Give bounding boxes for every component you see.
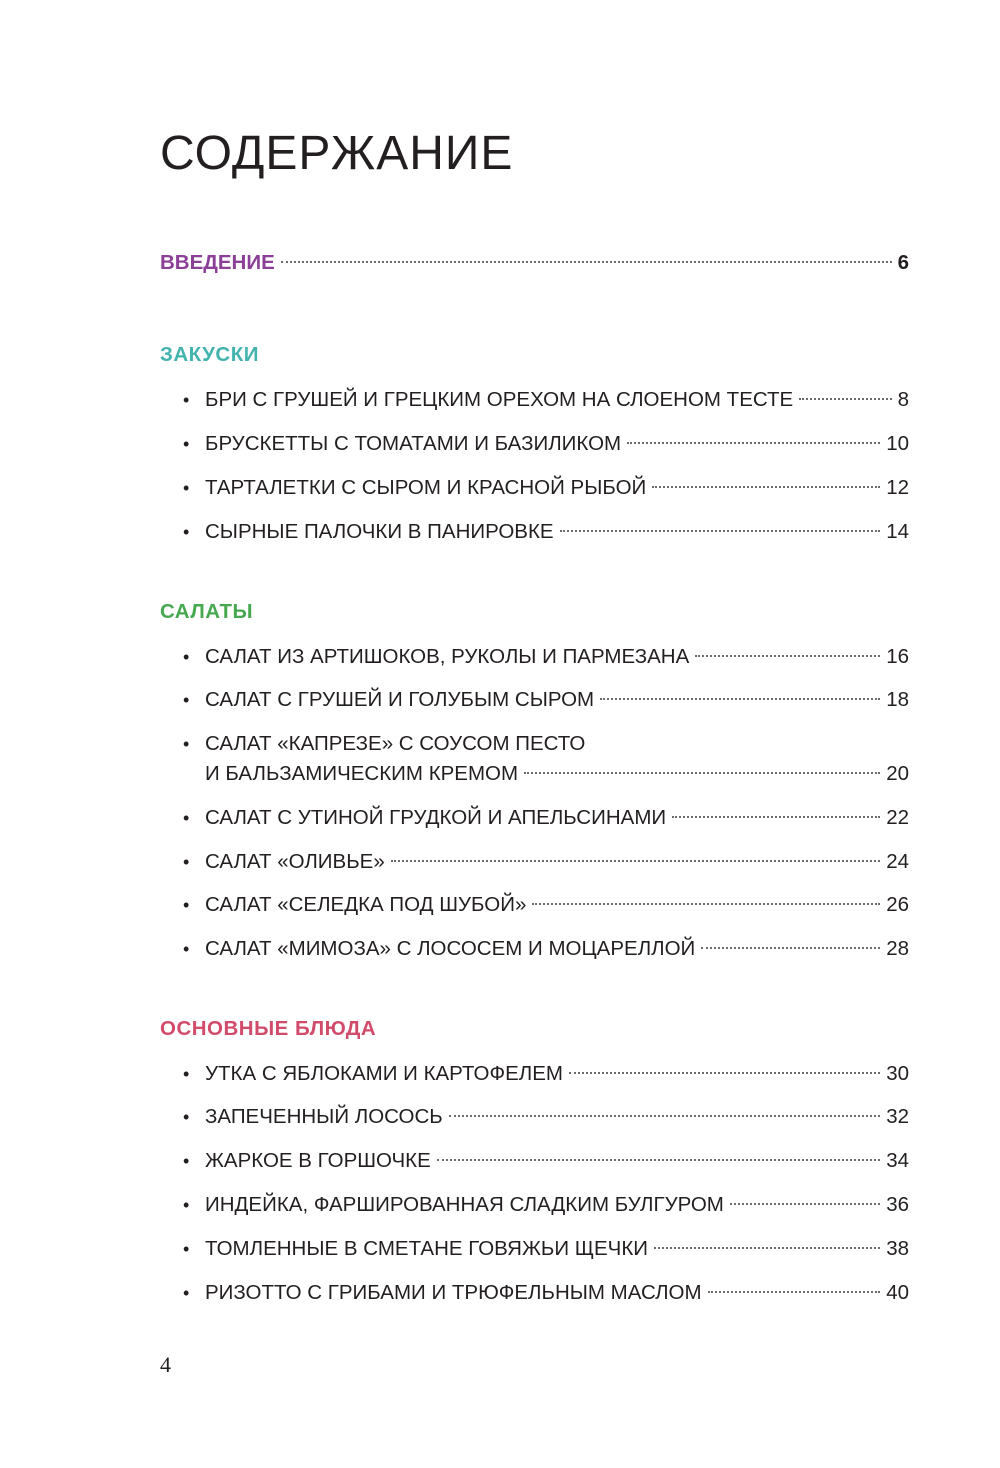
bullet: •	[183, 939, 190, 959]
bullet: •	[183, 1064, 190, 1084]
page-number: 12	[886, 476, 909, 499]
toc-entry[interactable]	[205, 1234, 909, 1264]
folio-page-number: 4	[160, 1352, 171, 1377]
section-heading-mains: ОСНОВНЫЕ БЛЮДА	[160, 1017, 377, 1040]
page-number: 34	[886, 1149, 909, 1172]
entry-label: САЛАТ С ГРУШЕЙ И ГОЛУБЫМ СЫРОМ	[205, 688, 595, 711]
dot-leader	[569, 1072, 880, 1074]
dot-leader	[437, 1159, 880, 1161]
page-number: 40	[886, 1281, 909, 1304]
entry-label: РИЗОТТО С ГРИБАМИ И ТРЮФЕЛЬНЫМ МАСЛОМ	[205, 1281, 702, 1304]
entry-label: ТОМЛЕННЫЕ В СМЕТАНЕ ГОВЯЖЬИ ЩЕЧКИ	[205, 1237, 648, 1260]
entry-label: БРИ С ГРУШЕЙ И ГРЕЦКИМ ОРЕХОМ НА СЛОЕНОМ ТЕСТЕ	[205, 388, 794, 411]
bullet: •	[183, 522, 190, 542]
dot-leader	[695, 655, 880, 657]
page-number: 32	[886, 1105, 909, 1128]
entry-label: И БАЛЬЗАМИЧЕСКИМ КРЕМОМ	[205, 762, 519, 785]
dot-leader	[524, 772, 880, 774]
page-title: СОДЕРЖАНИЕ	[160, 127, 514, 180]
toc-entry[interactable]	[205, 685, 909, 715]
page-number: 36	[886, 1193, 909, 1216]
page-number: 16	[886, 645, 909, 668]
entry-label: УТКА С ЯБЛОКАМИ И КАРТОФЕЛЕМ	[205, 1062, 563, 1085]
dot-leader	[730, 1203, 880, 1205]
toc-entry[interactable]	[205, 1190, 909, 1220]
entry-label: САЛАТ ИЗ АРТИШОКОВ, РУКОЛЫ И ПАРМЕЗАНА	[205, 645, 690, 668]
bullet: •	[183, 1239, 190, 1259]
toc-entry[interactable]	[205, 385, 909, 415]
bullet: •	[183, 734, 190, 754]
bullet: •	[183, 647, 190, 667]
toc-entry[interactable]	[205, 1146, 909, 1176]
entry-label: САЛАТ «МИМОЗА» С ЛОСОСЕМ И МОЦАРЕЛЛОЙ	[205, 937, 696, 960]
page-number: 38	[886, 1237, 909, 1260]
bullet: •	[183, 690, 190, 710]
entry-label: ТАРТАЛЕТКИ С СЫРОМ И КРАСНОЙ РЫБОЙ	[205, 476, 647, 499]
section-heading-appetizers: ЗАКУСКИ	[160, 343, 259, 366]
dot-leader	[708, 1291, 881, 1293]
toc-entry[interactable]	[205, 890, 909, 920]
toc-entry-intro[interactable]	[160, 248, 909, 278]
bullet: •	[183, 478, 190, 498]
dot-leader	[654, 1247, 880, 1249]
toc-entry[interactable]	[205, 1278, 909, 1308]
page-number: 26	[886, 893, 909, 916]
toc-entry[interactable]	[205, 1102, 909, 1132]
page-number: 18	[886, 688, 909, 711]
toc-entry[interactable]	[205, 759, 909, 789]
bullet: •	[183, 1195, 190, 1215]
toc-entry[interactable]	[205, 642, 909, 672]
bullet: •	[183, 852, 190, 872]
dot-leader	[627, 442, 880, 444]
page-number: 28	[886, 937, 909, 960]
page-number: 22	[886, 806, 909, 829]
page-number: 24	[886, 850, 909, 873]
page-number: 6	[897, 251, 909, 274]
entry-label: ЗАПЕЧЕННЫЙ ЛОСОСЬ	[205, 1105, 443, 1128]
entry-label-line1[interactable]: САЛАТ «КАПРЕЗЕ» С СОУСОМ ПЕСТО	[205, 732, 586, 755]
page-number: 20	[886, 762, 909, 785]
bullet: •	[183, 1107, 190, 1127]
page-number: 14	[886, 520, 909, 543]
dot-leader	[701, 947, 880, 949]
intro-label: ВВЕДЕНИЕ	[160, 251, 275, 274]
entry-label: СЫРНЫЕ ПАЛОЧКИ В ПАНИРОВКЕ	[205, 520, 554, 543]
page-number: 30	[886, 1062, 909, 1085]
toc-entry[interactable]	[205, 429, 909, 459]
dot-leader	[532, 903, 880, 905]
bullet: •	[183, 808, 190, 828]
dot-leader	[652, 486, 880, 488]
toc-entry[interactable]	[205, 1059, 909, 1089]
bullet: •	[183, 390, 190, 410]
entry-label: САЛАТ «ОЛИВЬЕ»	[205, 850, 385, 873]
page-number: 10	[886, 432, 909, 455]
toc-entry[interactable]	[205, 473, 909, 503]
entry-label: САЛАТ С УТИНОЙ ГРУДКОЙ И АПЕЛЬСИНАМИ	[205, 806, 667, 829]
bullet: •	[183, 1283, 190, 1303]
entry-label: САЛАТ «СЕЛЕДКА ПОД ШУБОЙ»	[205, 893, 527, 916]
toc-entry[interactable]	[205, 517, 909, 547]
entry-label: БРУСКЕТТЫ С ТОМАТАМИ И БАЗИЛИКОМ	[205, 432, 622, 455]
dot-leader	[281, 261, 892, 263]
dot-leader	[391, 860, 880, 862]
entry-label: ЖАРКОЕ В ГОРШОЧКЕ	[205, 1149, 431, 1172]
toc-entry[interactable]	[205, 847, 909, 877]
dot-leader	[799, 398, 891, 400]
dot-leader	[449, 1115, 880, 1117]
entry-label: ИНДЕЙКА, ФАРШИРОВАННАЯ СЛАДКИМ БУЛГУРОМ	[205, 1193, 724, 1216]
bullet: •	[183, 1151, 190, 1171]
section-heading-salads: САЛАТЫ	[160, 600, 254, 623]
dot-leader	[560, 530, 881, 532]
toc-entry[interactable]	[205, 803, 909, 833]
bullet: •	[183, 434, 190, 454]
toc-entry[interactable]	[205, 934, 909, 964]
page-number: 8	[897, 388, 909, 411]
bullet: •	[183, 895, 190, 915]
dot-leader	[600, 698, 880, 700]
dot-leader	[672, 816, 880, 818]
